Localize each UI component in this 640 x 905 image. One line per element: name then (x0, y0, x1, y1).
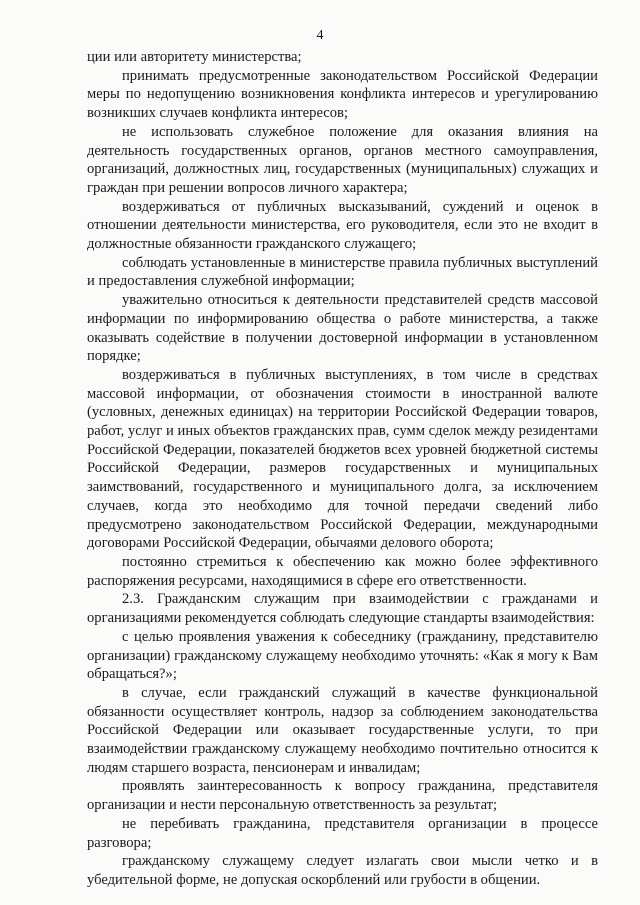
paragraph: не перебивать гражданина, представителя организации в процессе разговора; (87, 815, 598, 851)
paragraph: воздерживаться в публичных выступлениях, в том числе в средствах массовой информации, от обозначения стоимости в иностранной валюте (условных, денежных единицах) на территории Российской Федерации товаров, работ, услуг и иных объектов гражданских прав, сумм сделок между резидентами Российской Федерации, показателей бюджетов всех уровней бюджетной системы Российской Федерации, размеров государственных и муниципальных заимствований, государственного и муниципального долга, за исключением случаев, когда это необходимо для точной передачи сведений либо предусмотрено законодательством Российской Федерации, международными договорами Российской Федерации, обычаями делового оборота; (87, 366, 598, 552)
paragraph: не использовать служебное положение для оказания влияния на деятельность государственных органов, органов местного самоуправления, организаций, должностных лиц, государственных (муниципальных) служащих и граждан при решении вопросов личного характера; (87, 123, 598, 196)
paragraph: постоянно стремиться к обеспечению как можно более эффективного распоряжения ресурсами, находящимися в сфере его ответственности. (87, 553, 598, 589)
paragraph: в случае, если гражданский служащий в качестве функциональной обязанности осуществляет контроль, надзор за соблюдением законодательства Российской Федерации или оказывает государственные услуги, то при взаимодействии гражданскому служащему необходимо почтительно относится к людям старшего возраста, пенсионерам и инвалидам; (87, 684, 598, 776)
paragraph: соблюдать установленные в министерстве правила публичных выступлений и предоставления служебной информации; (87, 254, 598, 290)
page-number: 4 (316, 28, 324, 43)
paragraph: принимать предусмотренные законодательством Российской Федерации меры по недопущению возникновения конфликта интересов и урегулированию возникших случаев конфликта интересов; (87, 67, 598, 122)
paragraph: гражданскому служащему следует излагать свои мысли четко и в убедительной форме, не допуская оскорблений или грубости в общении. (87, 853, 598, 888)
paragraph: проявлять заинтересованность к вопросу гражданина, представителя организации и нести персональную ответственность за результат; (87, 778, 598, 814)
paragraph: уважительно относиться к деятельности представителей средств массовой информации по информированию общества о работе министерства, а также оказывать содействие в получении достоверной информации в установленном порядке; (87, 292, 598, 365)
paragraph: воздерживаться от публичных высказываний, суждений и оценок в отношении деятельности министерства, его руководителя, если это не входит в должностные обязанности гражданского служащего; (87, 198, 598, 253)
section-paragraph: 2.3. Гражданским служащим при взаимодействии с гражданами и организациями рекомендуется соблюдать следующие стандарты взаимодействия: (87, 591, 598, 627)
document-body (87, 48, 598, 890)
paragraph: с целью проявления уважения к собеседнику (гражданину, представителю организации) гражданскому служащему необходимо уточнять: «Как я могу к Вам обращаться?»; (87, 628, 598, 683)
paragraph: ции или авторитету министерства; (87, 49, 302, 65)
